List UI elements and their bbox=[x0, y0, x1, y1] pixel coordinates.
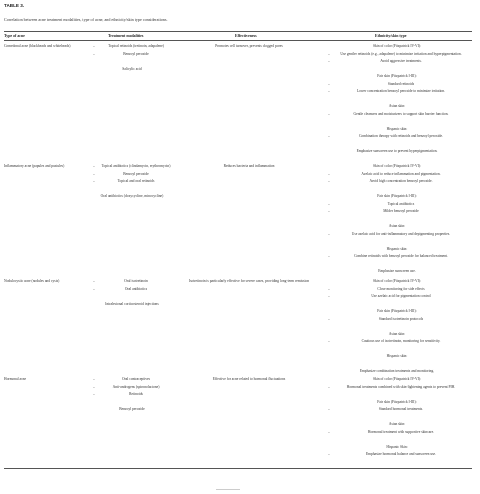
ethnicity-group-label: Asian skin: bbox=[388, 224, 406, 228]
ethnicity-group-label: Fair skin (Fitzpatrick I-III): bbox=[377, 194, 417, 198]
ethnicity-guidance-item: – Gentle cleansers and moisturizers to support skin barrier function. bbox=[323, 111, 471, 119]
treatment-item: Benzoyl peroxide bbox=[119, 407, 145, 411]
treatment-item: – Topical and oral retinoids bbox=[88, 178, 176, 186]
spacer bbox=[323, 261, 471, 269]
spacer bbox=[323, 323, 471, 331]
ethnicity-guidance-item: – Avoid high concentration benzoyl peroxide. bbox=[323, 178, 471, 186]
ethnicity-guidance-item: – Standard hormonal treatments. bbox=[323, 406, 471, 414]
ethnicity-skin-type-cell bbox=[323, 163, 471, 276]
spacer bbox=[323, 391, 471, 399]
ethnicity-guidance-item: – Lower concentration benzoyl peroxide to minimize irritation. bbox=[323, 88, 471, 96]
effectiveness-cell: Isotretinoin is particularly effective for severe cases, providing long-term remission bbox=[188, 279, 310, 283]
treatment-item: – Topical antibiotics (clindamycin, erythromycin) bbox=[88, 163, 176, 171]
table-label: TABLE 3. bbox=[4, 3, 25, 8]
treatment-modalities-cell bbox=[88, 278, 176, 308]
ethnicity-guidance-item: – Cautious use of isotretinoin, monitoring for sensitivity. bbox=[323, 338, 471, 346]
spacer bbox=[323, 118, 471, 126]
treatment-item: – Benzoyl peroxide bbox=[88, 171, 176, 179]
spacer bbox=[323, 96, 471, 104]
table-bottom-rule bbox=[4, 468, 472, 469]
header-treatment-modalities: Treatment modalities bbox=[108, 34, 144, 38]
ethnicity-group-label: Skin of color (Fitzpatrick IV-VI): bbox=[373, 377, 421, 381]
ethnicity-guidance-item: – Hormonal treatments combined with skin-lightening agents to prevent PIH. bbox=[323, 384, 471, 392]
treatment-modalities-cell bbox=[88, 376, 176, 414]
spacer bbox=[323, 301, 471, 309]
header-acne-type: Type of acne bbox=[4, 34, 25, 38]
ethnicity-guidance-item: – Emphasize hormonal balance and sunscreen use. bbox=[323, 451, 471, 459]
header-ethnicity-skin-type: Ethnicity/skin type bbox=[375, 34, 407, 38]
ethnicity-group-label: Fair skin (Fitzpatrick I-III): bbox=[377, 309, 417, 313]
spacer bbox=[88, 186, 176, 194]
spacer bbox=[323, 346, 471, 354]
ethnicity-group-label: Emphasize sunscreen use to prevent hyperpigmentation. bbox=[356, 149, 438, 153]
ethnicity-group-label: Emphasize combination treatments and monitoring. bbox=[359, 369, 435, 373]
treatment-modalities-cell bbox=[88, 163, 176, 201]
ethnicity-guidance-item: – Combination therapy with retinoids and benzoyl peroxide. bbox=[323, 133, 471, 141]
spacer bbox=[323, 141, 471, 149]
effectiveness-cell: Promotes cell turnover, prevents clogged pores bbox=[215, 44, 283, 48]
treatment-item: Intralesional corticosteroid injections bbox=[105, 301, 159, 306]
treatment-item: – Retinoids bbox=[88, 391, 176, 399]
spacer bbox=[323, 216, 471, 224]
ethnicity-guidance-item: – Avoid aggressive treatments. bbox=[323, 58, 471, 66]
ethnicity-group-label: Hispanic Skin: bbox=[386, 444, 408, 449]
ethnicity-guidance-item: – Azelaic acid to reduce inflammation and pigmentation. bbox=[323, 171, 471, 179]
spacer bbox=[88, 293, 176, 301]
ethnicity-guidance-item: – Combine retinoids with benzoyl peroxide for balanced treatment. bbox=[323, 253, 471, 261]
ethnicity-group-label: Fair skin (Fitzpatrick I-III): bbox=[377, 399, 417, 404]
treatment-item: – Oral antibiotics bbox=[88, 286, 176, 294]
ethnicity-skin-type-cell bbox=[323, 278, 471, 376]
spacer bbox=[323, 414, 471, 422]
treatment-item: – Oral contraceptives bbox=[88, 376, 176, 384]
spacer bbox=[88, 399, 176, 407]
ethnicity-guidance-item: – Close monitoring for side effects bbox=[323, 286, 471, 294]
ethnicity-guidance-item: – Use azelaic acid for pigmentation control bbox=[323, 293, 471, 301]
ethnicity-group-label: Asian skin: bbox=[388, 104, 406, 108]
spacer bbox=[323, 186, 471, 194]
ethnicity-guidance-item: – Use gentler retinoids (e.g., adapalene) to minimize irritation and hyperpigmentation. bbox=[323, 51, 471, 59]
page-footer-mark bbox=[216, 489, 240, 491]
treatment-item: – Benzoyl peroxide bbox=[88, 51, 176, 59]
treatment-modalities-cell bbox=[88, 43, 176, 73]
header-effectiveness: Effectiveness bbox=[235, 34, 257, 38]
ethnicity-group-label: Hispanic skin: bbox=[386, 246, 408, 251]
ethnicity-group-label: Emphasize sunscreen use. bbox=[378, 269, 416, 273]
ethnicity-guidance-item: – Hormonal treatment with supportive skincare. bbox=[323, 429, 471, 437]
acne-type-cell: Comedonal acne (blackheads and whiteheads) bbox=[4, 44, 71, 48]
ethnicity-group-label: Skin of color (Fitzpatrick IV-VI): bbox=[373, 279, 421, 283]
ethnicity-group-label: Hispanic skin: bbox=[386, 354, 408, 358]
ethnicity-guidance-item: – Milder benzoyl peroxide bbox=[323, 208, 471, 216]
ethnicity-guidance-item: – Standard isotretinoin protocols bbox=[323, 316, 471, 324]
treatment-item: – Topical retinoids (tretinoin, adapalene) bbox=[88, 43, 176, 51]
acne-type-cell: Hormonal acne bbox=[4, 377, 27, 381]
ethnicity-guidance-item: – Topical antibiotics bbox=[323, 201, 471, 209]
ethnicity-skin-type-cell bbox=[323, 376, 471, 459]
treatment-item: – Anti-androgens (spironolactone) bbox=[88, 384, 176, 392]
table-caption: Correlation between acne treatment modalities, type of acne, and ethnicity/skin type considerations. bbox=[4, 17, 168, 22]
spacer bbox=[323, 436, 471, 444]
ethnicity-guidance-item: – Standard retinoids bbox=[323, 81, 471, 89]
ethnicity-skin-type-cell bbox=[323, 43, 471, 156]
effectiveness-cell: Reduces bacteria and inflammation bbox=[223, 164, 275, 168]
ethnicity-group-label: Hispanic skin: bbox=[386, 126, 408, 131]
ethnicity-group-label: Fair skin (Fitzpatrick I-III): bbox=[377, 74, 417, 78]
ethnicity-group-label: Skin of color (Fitzpatrick IV-VI): bbox=[373, 44, 421, 48]
treatment-item: Salicylic acid bbox=[122, 66, 142, 71]
spacer bbox=[323, 361, 471, 369]
treatment-item: Oral antibiotics (doxycycline, minocycline) bbox=[100, 194, 164, 198]
ethnicity-guidance-item: – Use azelaic acid for anti-inflammatory and depigmenting properties. bbox=[323, 231, 471, 239]
header-top-rule bbox=[4, 31, 472, 32]
acne-type-cell: Inflammatory acne (papules and pustules) bbox=[4, 164, 65, 168]
header-bottom-rule bbox=[4, 40, 472, 41]
spacer bbox=[323, 238, 471, 246]
treatment-item: – Oral isotretinoin bbox=[88, 278, 176, 286]
ethnicity-group-label: Asian skin: bbox=[388, 422, 406, 426]
ethnicity-group-label: Asian skin: bbox=[388, 331, 406, 336]
spacer bbox=[323, 66, 471, 74]
effectiveness-cell: Effective for acne related to hormonal fluctuations bbox=[212, 377, 286, 381]
spacer bbox=[88, 58, 176, 66]
acne-type-cell: Nodulocystic acne (nodules and cysts) bbox=[4, 279, 60, 283]
ethnicity-group-label: Skin of color (Fitzpatrick IV-VI): bbox=[373, 164, 421, 168]
